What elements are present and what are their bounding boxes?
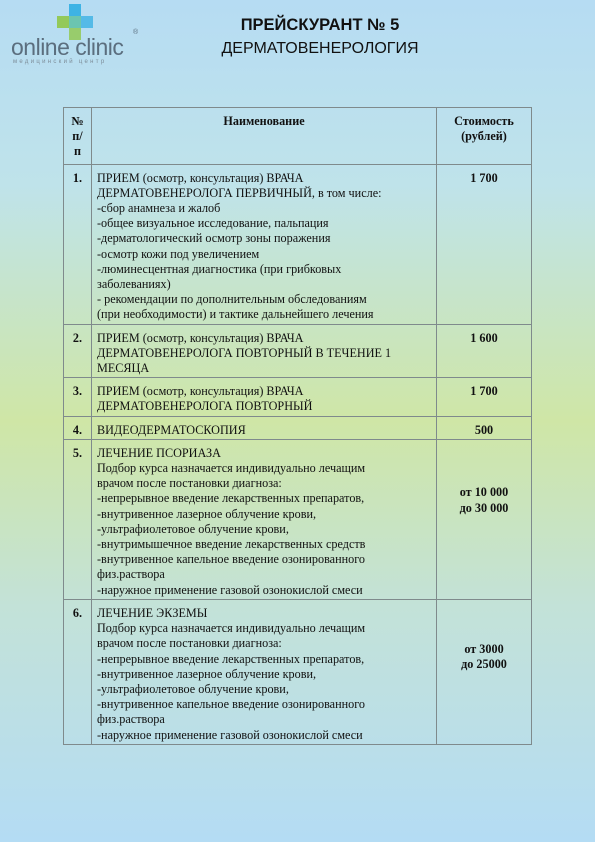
- header-price-line: Стоимость: [454, 114, 514, 128]
- description-line: (при необходимости) и тактике дальнейшего лечения: [97, 307, 374, 322]
- header-name: Наименование: [92, 108, 437, 165]
- row-number: 3.: [64, 378, 92, 416]
- description-line: -наружное применение газовой озонокислой смеси: [97, 582, 363, 597]
- price-line: до 30 000: [459, 500, 509, 515]
- description-line: врачом после постановки диагноза:: [97, 476, 282, 491]
- table-header-row: [64, 108, 532, 165]
- description-line: Подбор курса назначается индивидуально лечащим: [97, 461, 366, 476]
- description-line: -люминесцентная диагностика (при грибковых: [97, 261, 342, 276]
- table-row: [64, 599, 532, 744]
- price-line: 500: [474, 422, 494, 437]
- service-description: [92, 324, 437, 378]
- price-line: от 10 000: [459, 485, 509, 500]
- registered-mark: ®: [133, 29, 139, 36]
- service-description: [92, 599, 437, 744]
- price-line: 1 600: [470, 330, 498, 345]
- description-line: -общее визуальное исследование, пальпация: [97, 216, 329, 231]
- table-body: [64, 164, 532, 744]
- description-line: физ.раствора: [97, 712, 165, 727]
- description-line: -внутривенное капельное введение озонированного: [97, 552, 366, 567]
- description-line: ДЕРМАТОВЕНЕРОЛОГА ПЕРВИЧНЫЙ, в том числе:: [97, 185, 382, 200]
- description-line: -внутримышечное введение лекарственных средств: [97, 537, 366, 552]
- header-number: [64, 108, 92, 165]
- row-number: 4.: [64, 416, 92, 439]
- description-line: -ультрафиолетовое облучение крови,: [97, 521, 289, 536]
- description-line: -внутривенное лазерное облучение крови,: [97, 666, 317, 681]
- row-number: 6.: [64, 599, 92, 744]
- description-line: -непрерывное введение лекарственных препаратов,: [97, 651, 365, 666]
- table-row: [64, 439, 532, 599]
- description-line: физ.раствора: [97, 567, 165, 582]
- description-line: -внутривенное лазерное облучение крови,: [97, 506, 317, 521]
- service-price: [437, 378, 532, 416]
- table-row: [64, 164, 532, 324]
- service-price: [437, 324, 532, 378]
- description-line: -ультрафиолетовое облучение крови,: [97, 681, 289, 696]
- service-description: [92, 416, 437, 439]
- description-line: ДЕРМАТОВЕНЕРОЛОГА ПОВТОРНЫЙ В ТЕЧЕНИЕ 1: [97, 345, 392, 360]
- description-line: ЛЕЧЕНИЕ ПСОРИАЗА: [97, 445, 221, 460]
- service-price: [437, 164, 532, 324]
- description-line: врачом после постановки диагноза:: [97, 636, 282, 651]
- header-price-line: (рублей): [461, 129, 507, 144]
- description-line: ПРИЕМ (осмотр, консультация) ВРАЧА: [97, 330, 304, 345]
- price-line: до 25000: [461, 656, 507, 671]
- description-line: -наружное применение газовой озонокислой смеси: [97, 727, 363, 742]
- service-description: [92, 378, 437, 416]
- header-number-line: п: [73, 144, 82, 159]
- header-number-line: №: [71, 114, 84, 128]
- description-line: - рекомендации по дополнительным обследованиям: [97, 292, 367, 307]
- price-table: [63, 107, 532, 745]
- description-line: -осмотр кожи под увеличением: [97, 246, 260, 261]
- price-line: от 3000: [464, 641, 504, 656]
- description-line: ДЕРМАТОВЕНЕРОЛОГА ПОВТОРНЫЙ: [97, 399, 313, 414]
- price-line: 1 700: [470, 384, 498, 399]
- description-line: МЕСЯЦА: [97, 361, 150, 376]
- service-description: [92, 439, 437, 599]
- description-line: ВИДЕОДЕРМАТОСКОПИЯ: [97, 422, 246, 437]
- description-line: -дерматологический осмотр зоны поражения: [97, 231, 331, 246]
- service-description: [92, 164, 437, 324]
- description-line: заболеваниях): [97, 277, 171, 292]
- service-price: [437, 416, 532, 439]
- clinic-logo: [11, 4, 141, 66]
- description-line: ПРИЕМ (осмотр, консультация) ВРАЧА: [97, 384, 304, 399]
- price-line: 1 700: [470, 170, 498, 185]
- page-subtitle: ДЕРМАТОВЕНЕРОЛОГИЯ: [221, 40, 419, 57]
- header-number-line: п/: [72, 129, 83, 144]
- service-price: [437, 599, 532, 744]
- description-line: Подбор курса назначается индивидуально лечащим: [97, 621, 366, 636]
- logo-wordmark: online clinic: [11, 34, 124, 60]
- table-row: [64, 416, 532, 439]
- table-row: [64, 324, 532, 378]
- description-line: -непрерывное введение лекарственных препаратов,: [97, 491, 365, 506]
- description-line: ЛЕЧЕНИЕ ЭКЗЕМЫ: [97, 605, 208, 620]
- table-row: [64, 378, 532, 416]
- header-price: [437, 108, 532, 165]
- page-title: ПРЕЙСКУРАНТ № 5: [240, 16, 400, 34]
- row-number: 5.: [64, 439, 92, 599]
- row-number: 2.: [64, 324, 92, 378]
- row-number: 1.: [64, 164, 92, 324]
- description-line: -внутривенное капельное введение озонированного: [97, 697, 366, 712]
- description-line: -сбор анамнеза и жалоб: [97, 201, 221, 216]
- service-price: [437, 439, 532, 599]
- logo-tagline: медицинский центр: [13, 59, 107, 65]
- description-line: ПРИЕМ (осмотр, консультация) ВРАЧА: [97, 170, 304, 185]
